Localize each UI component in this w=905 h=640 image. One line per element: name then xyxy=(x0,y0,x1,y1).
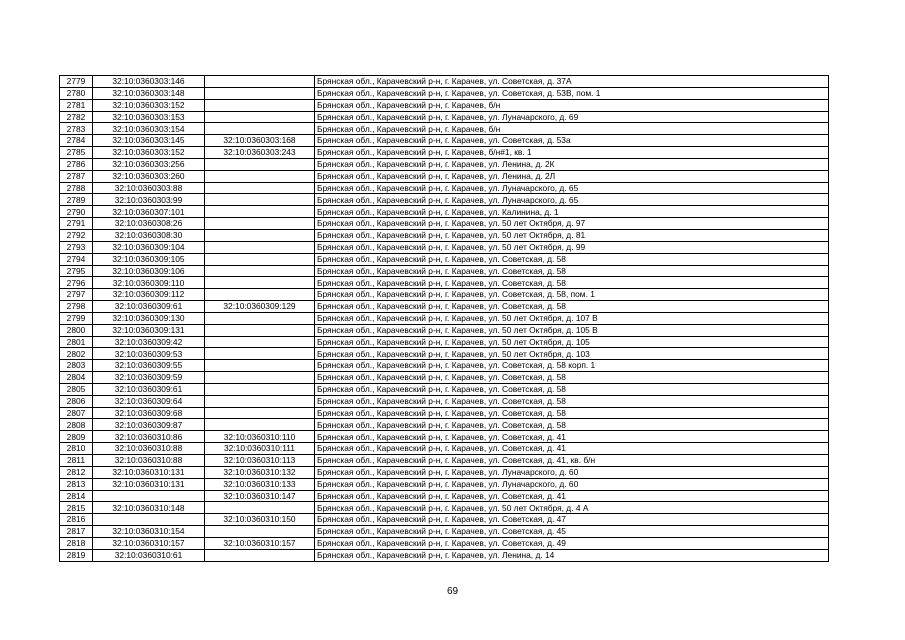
linked-cadastral-number-cell xyxy=(205,289,315,301)
table-row xyxy=(60,123,829,135)
linked-cadastral-number-cell: 32:10:0360310:133 xyxy=(205,478,315,490)
table-row xyxy=(60,229,829,241)
linked-cadastral-number-cell: 32:10:0360309:129 xyxy=(205,301,315,313)
cadastral-number-cell: 32:10:0360309:42 xyxy=(93,336,205,348)
linked-cadastral-number-cell xyxy=(205,360,315,372)
cadastral-number-cell: 32:10:0360308:26 xyxy=(93,218,205,230)
address-cell: Брянская обл., Карачевский р-н, г. Карачев, ул. Советская, д. 58 xyxy=(315,395,829,407)
row-number-cell: 2804 xyxy=(60,372,93,384)
cadastral-number-cell: 32:10:0360309:131 xyxy=(93,324,205,336)
address-cell: Брянская обл., Карачевский р-н, г. Карачев, ул. 50 лет Октября, д. 81 xyxy=(315,229,829,241)
row-number-cell: 2795 xyxy=(60,265,93,277)
cadastral-number-cell: 32:10:0360309:87 xyxy=(93,419,205,431)
row-number-cell: 2812 xyxy=(60,466,93,478)
table-row xyxy=(60,514,829,526)
row-number-cell: 2789 xyxy=(60,194,93,206)
row-number-cell: 2815 xyxy=(60,502,93,514)
cadastral-number-cell: 32:10:0360309:55 xyxy=(93,360,205,372)
address-cell: Брянская обл., Карачевский р-н, г. Карачев, ул. Советская, д. 58 xyxy=(315,265,829,277)
row-number-cell: 2809 xyxy=(60,431,93,443)
address-cell: Брянская обл., Карачевский р-н, г. Карачев, ул. Луначарского, д. 65 xyxy=(315,194,829,206)
cadastral-number-cell: 32:10:0360309:59 xyxy=(93,372,205,384)
linked-cadastral-number-cell xyxy=(205,218,315,230)
row-number-cell: 2785 xyxy=(60,147,93,159)
linked-cadastral-number-cell xyxy=(205,372,315,384)
row-number-cell: 2787 xyxy=(60,170,93,182)
cadastral-number-cell: 32:10:0360310:61 xyxy=(93,549,205,561)
address-cell: Брянская обл., Карачевский р-н, г. Карачев, ул. Советская, д. 58, пом. 1 xyxy=(315,289,829,301)
table-row xyxy=(60,87,829,99)
table-row xyxy=(60,490,829,502)
address-cell: Брянская обл., Карачевский р-н, г. Карачев, ул. Советская, д. 58 корп. 1 xyxy=(315,360,829,372)
cadastral-number-cell: 32:10:0360303:88 xyxy=(93,182,205,194)
row-number-cell: 2810 xyxy=(60,443,93,455)
table-row xyxy=(60,372,829,384)
table-row xyxy=(60,99,829,111)
row-number-cell: 2817 xyxy=(60,526,93,538)
cadastral-number-cell: 32:10:0360309:64 xyxy=(93,395,205,407)
linked-cadastral-number-cell xyxy=(205,324,315,336)
address-cell: Брянская обл., Карачевский р-н, г. Карачев, ул. Луначарского, д. 60 xyxy=(315,466,829,478)
linked-cadastral-number-cell xyxy=(205,194,315,206)
row-number-cell: 2782 xyxy=(60,111,93,123)
address-cell: Брянская обл., Карачевский р-н, г. Карачев, ул. 50 лет Октября, д. 103 xyxy=(315,348,829,360)
table-row xyxy=(60,218,829,230)
linked-cadastral-number-cell xyxy=(205,336,315,348)
linked-cadastral-number-cell xyxy=(205,170,315,182)
row-number-cell: 2791 xyxy=(60,218,93,230)
row-number-cell: 2800 xyxy=(60,324,93,336)
linked-cadastral-number-cell xyxy=(205,265,315,277)
cadastral-number-cell: 32:10:0360309:61 xyxy=(93,383,205,395)
address-cell: Брянская обл., Карачевский р-н, г. Карачев, ул. Советская, д. 58 xyxy=(315,407,829,419)
address-cell: Брянская обл., Карачевский р-н, г. Карачев, ул. Калинина, д. 1 xyxy=(315,206,829,218)
table-row xyxy=(60,348,829,360)
address-cell: Брянская обл., Карачевский р-н, г. Карачев, ул. Советская, д. 47 xyxy=(315,514,829,526)
row-number-cell: 2784 xyxy=(60,135,93,147)
table-row xyxy=(60,419,829,431)
linked-cadastral-number-cell xyxy=(205,87,315,99)
table-row xyxy=(60,502,829,514)
row-number-cell: 2779 xyxy=(60,76,93,88)
address-cell: Брянская обл., Карачевский р-н, г. Карачев, ул. Советская, д. 58 xyxy=(315,301,829,313)
row-number-cell: 2794 xyxy=(60,253,93,265)
cadastral-number-cell: 32:10:0360310:157 xyxy=(93,537,205,549)
address-cell: Брянская обл., Карачевский р-н, г. Карачев, ул. Советская, д. 58 xyxy=(315,419,829,431)
linked-cadastral-number-cell xyxy=(205,111,315,123)
table-row xyxy=(60,301,829,313)
linked-cadastral-number-cell xyxy=(205,502,315,514)
cadastral-number-cell: 32:10:0360310:148 xyxy=(93,502,205,514)
cadastral-number-cell: 32:10:0360309:130 xyxy=(93,312,205,324)
cadastral-number-cell: 32:10:0360308:30 xyxy=(93,229,205,241)
linked-cadastral-number-cell xyxy=(205,395,315,407)
cadastral-number-cell: 32:10:0360303:152 xyxy=(93,147,205,159)
linked-cadastral-number-cell: 32:10:0360310:110 xyxy=(205,431,315,443)
table-row xyxy=(60,395,829,407)
cadastral-number-cell: 32:10:0360309:61 xyxy=(93,301,205,313)
linked-cadastral-number-cell xyxy=(205,241,315,253)
table-row xyxy=(60,431,829,443)
cadastral-number-cell: 32:10:0360310:131 xyxy=(93,466,205,478)
cadastral-number-cell: 32:10:0360303:260 xyxy=(93,170,205,182)
row-number-cell: 2792 xyxy=(60,229,93,241)
table-row xyxy=(60,407,829,419)
cadastral-number-cell: 32:10:0360309:104 xyxy=(93,241,205,253)
cadastral-number-cell: 32:10:0360303:154 xyxy=(93,123,205,135)
row-number-cell: 2816 xyxy=(60,514,93,526)
row-number-cell: 2798 xyxy=(60,301,93,313)
address-cell: Брянская обл., Карачевский р-н, г. Карачев, б/н#1, кв. 1 xyxy=(315,147,829,159)
cadastral-number-cell: 32:10:0360309:53 xyxy=(93,348,205,360)
table-row xyxy=(60,324,829,336)
row-number-cell: 2781 xyxy=(60,99,93,111)
row-number-cell: 2802 xyxy=(60,348,93,360)
address-cell: Брянская обл., Карачевский р-н, г. Карачев, ул. Советская, д. 53а xyxy=(315,135,829,147)
row-number-cell: 2780 xyxy=(60,87,93,99)
row-number-cell: 2790 xyxy=(60,206,93,218)
table-row xyxy=(60,194,829,206)
linked-cadastral-number-cell xyxy=(205,526,315,538)
row-number-cell: 2797 xyxy=(60,289,93,301)
cadastral-number-cell: 32:10:0360310:154 xyxy=(93,526,205,538)
linked-cadastral-number-cell xyxy=(205,383,315,395)
table-row xyxy=(60,253,829,265)
address-cell: Брянская обл., Карачевский р-н, г. Карачев, ул. Советская, д. 45 xyxy=(315,526,829,538)
linked-cadastral-number-cell xyxy=(205,253,315,265)
address-cell: Брянская обл., Карачевский р-н, г. Карачев, ул. 50 лет Октября, д. 105 xyxy=(315,336,829,348)
cadastral-number-cell: 32:10:0360309:106 xyxy=(93,265,205,277)
row-number-cell: 2807 xyxy=(60,407,93,419)
table-row xyxy=(60,478,829,490)
address-cell: Брянская обл., Карачевский р-н, г. Карачев, ул. Ленина, д. 2К xyxy=(315,158,829,170)
cadastral-number-cell: 32:10:0360303:145 xyxy=(93,135,205,147)
address-cell: Брянская обл., Карачевский р-н, г. Карачев, ул. Советская, д. 41 xyxy=(315,431,829,443)
address-cell: Брянская обл., Карачевский р-н, г. Карачев, ул. Советская, д. 58 xyxy=(315,277,829,289)
address-cell: Брянская обл., Карачевский р-н, г. Карачев, ул. Луначарского, д. 65 xyxy=(315,182,829,194)
linked-cadastral-number-cell: 32:10:0360303:243 xyxy=(205,147,315,159)
row-number-cell: 2813 xyxy=(60,478,93,490)
cadastral-number-cell: 32:10:0360310:86 xyxy=(93,431,205,443)
table-row xyxy=(60,111,829,123)
cadastral-number-cell: 32:10:0360310:131 xyxy=(93,478,205,490)
cadastral-number-cell: 32:10:0360310:88 xyxy=(93,455,205,467)
cadastral-number-cell: 32:10:0360309:105 xyxy=(93,253,205,265)
address-cell: Брянская обл., Карачевский р-н, г. Карачев, ул. Ленина, д. 14 xyxy=(315,549,829,561)
table-row xyxy=(60,549,829,561)
linked-cadastral-number-cell xyxy=(205,348,315,360)
table-row xyxy=(60,265,829,277)
cadastral-number-cell: 32:10:0360303:152 xyxy=(93,99,205,111)
row-number-cell: 2803 xyxy=(60,360,93,372)
address-cell: Брянская обл., Карачевский р-н, г. Карачев, ул. Советская, д. 53В, пом. 1 xyxy=(315,87,829,99)
table-row xyxy=(60,360,829,372)
address-cell: Брянская обл., Карачевский р-н, г. Карачев, ул. Советская, д. 37А xyxy=(315,76,829,88)
address-cell: Брянская обл., Карачевский р-н, г. Карачев, ул. Луначарского, д. 69 xyxy=(315,111,829,123)
cadastral-number-cell: 32:10:0360303:148 xyxy=(93,87,205,99)
cadastral-number-cell: 32:10:0360310:88 xyxy=(93,443,205,455)
cadastral-number-cell: 32:10:0360307:101 xyxy=(93,206,205,218)
cadastral-number-cell: 32:10:0360309:110 xyxy=(93,277,205,289)
table-row xyxy=(60,443,829,455)
cadastral-number-cell: 32:10:0360309:112 xyxy=(93,289,205,301)
row-number-cell: 2805 xyxy=(60,383,93,395)
address-cell: Брянская обл., Карачевский р-н, г. Карачев, ул. Советская, д. 41, кв. б/н xyxy=(315,455,829,467)
linked-cadastral-number-cell xyxy=(205,312,315,324)
table-row xyxy=(60,76,829,88)
table-row xyxy=(60,383,829,395)
address-cell: Брянская обл., Карачевский р-н, г. Карачев, ул. Советская, д. 41 xyxy=(315,490,829,502)
address-cell: Брянская обл., Карачевский р-н, г. Карачев, ул. Советская, д. 41 xyxy=(315,443,829,455)
address-cell: Брянская обл., Карачевский р-н, г. Карачев, ул. 50 лет Октября, д. 4 А xyxy=(315,502,829,514)
row-number-cell: 2801 xyxy=(60,336,93,348)
linked-cadastral-number-cell xyxy=(205,407,315,419)
cadastral-number-cell: 32:10:0360303:153 xyxy=(93,111,205,123)
address-cell: Брянская обл., Карачевский р-н, г. Карачев, ул. Луначарского, д. 60 xyxy=(315,478,829,490)
row-number-cell: 2796 xyxy=(60,277,93,289)
linked-cadastral-number-cell xyxy=(205,99,315,111)
table-row xyxy=(60,158,829,170)
address-cell: Брянская обл., Карачевский р-н, г. Карачев, б/н xyxy=(315,123,829,135)
table-row xyxy=(60,455,829,467)
table-row xyxy=(60,147,829,159)
row-number-cell: 2818 xyxy=(60,537,93,549)
address-cell: Брянская обл., Карачевский р-н, г. Карачев, ул. Советская, д. 49 xyxy=(315,537,829,549)
page-number: 69 xyxy=(446,586,459,597)
linked-cadastral-number-cell xyxy=(205,206,315,218)
linked-cadastral-number-cell xyxy=(205,229,315,241)
row-number-cell: 2783 xyxy=(60,123,93,135)
linked-cadastral-number-cell xyxy=(205,76,315,88)
row-number-cell: 2808 xyxy=(60,419,93,431)
table-row xyxy=(60,277,829,289)
cadastral-number-cell: 32:10:0360303:146 xyxy=(93,76,205,88)
row-number-cell: 2811 xyxy=(60,455,93,467)
row-number-cell: 2814 xyxy=(60,490,93,502)
linked-cadastral-number-cell xyxy=(205,158,315,170)
address-cell: Брянская обл., Карачевский р-н, г. Карачев, ул. 50 лет Октября, д. 97 xyxy=(315,218,829,230)
cadastral-number-cell: 32:10:0360309:68 xyxy=(93,407,205,419)
row-number-cell: 2788 xyxy=(60,182,93,194)
linked-cadastral-number-cell: 32:10:0360310:113 xyxy=(205,455,315,467)
address-cell: Брянская обл., Карачевский р-н, г. Карачев, ул. Советская, д. 58 xyxy=(315,253,829,265)
table-row xyxy=(60,289,829,301)
table-row xyxy=(60,336,829,348)
cadastral-number-cell: 32:10:0360303:256 xyxy=(93,158,205,170)
linked-cadastral-number-cell: 32:10:0360310:111 xyxy=(205,443,315,455)
address-cell: Брянская обл., Карачевский р-н, г. Карачев, ул. 50 лет Октября, д. 107 В xyxy=(315,312,829,324)
linked-cadastral-number-cell xyxy=(205,549,315,561)
linked-cadastral-number-cell xyxy=(205,277,315,289)
linked-cadastral-number-cell: 32:10:0360310:157 xyxy=(205,537,315,549)
registry-body xyxy=(60,76,829,562)
table-row xyxy=(60,526,829,538)
row-number-cell: 2819 xyxy=(60,549,93,561)
row-number-cell: 2799 xyxy=(60,312,93,324)
cadastral-number-cell xyxy=(93,490,205,502)
table-row xyxy=(60,170,829,182)
row-number-cell: 2793 xyxy=(60,241,93,253)
table-row xyxy=(60,312,829,324)
linked-cadastral-number-cell xyxy=(205,419,315,431)
table-row xyxy=(60,466,829,478)
address-cell: Брянская обл., Карачевский р-н, г. Карачев, ул. Ленина, д. 2Л xyxy=(315,170,829,182)
table-row xyxy=(60,241,829,253)
row-number-cell: 2786 xyxy=(60,158,93,170)
cadastral-number-cell: 32:10:0360303:99 xyxy=(93,194,205,206)
address-cell: Брянская обл., Карачевский р-н, г. Карачев, ул. Советская, д. 58 xyxy=(315,372,829,384)
address-cell: Брянская обл., Карачевский р-н, г. Карачев, ул. 50 лет Октября, д. 105 В xyxy=(315,324,829,336)
address-cell: Брянская обл., Карачевский р-н, г. Карачев, ул. 50 лет Октября, д. 99 xyxy=(315,241,829,253)
address-cell: Брянская обл., Карачевский р-н, г. Карачев, ул. Советская, д. 58 xyxy=(315,383,829,395)
linked-cadastral-number-cell xyxy=(205,123,315,135)
registry-table xyxy=(59,75,829,562)
cadastral-number-cell xyxy=(93,514,205,526)
table-row xyxy=(60,206,829,218)
address-cell: Брянская обл., Карачевский р-н, г. Карачев, б/н xyxy=(315,99,829,111)
linked-cadastral-number-cell: 32:10:0360310:150 xyxy=(205,514,315,526)
linked-cadastral-number-cell: 32:10:0360310:147 xyxy=(205,490,315,502)
row-number-cell: 2806 xyxy=(60,395,93,407)
table-row xyxy=(60,182,829,194)
linked-cadastral-number-cell xyxy=(205,182,315,194)
linked-cadastral-number-cell: 32:10:0360310:132 xyxy=(205,466,315,478)
table-row xyxy=(60,537,829,549)
linked-cadastral-number-cell: 32:10:0360303:168 xyxy=(205,135,315,147)
table-row xyxy=(60,135,829,147)
